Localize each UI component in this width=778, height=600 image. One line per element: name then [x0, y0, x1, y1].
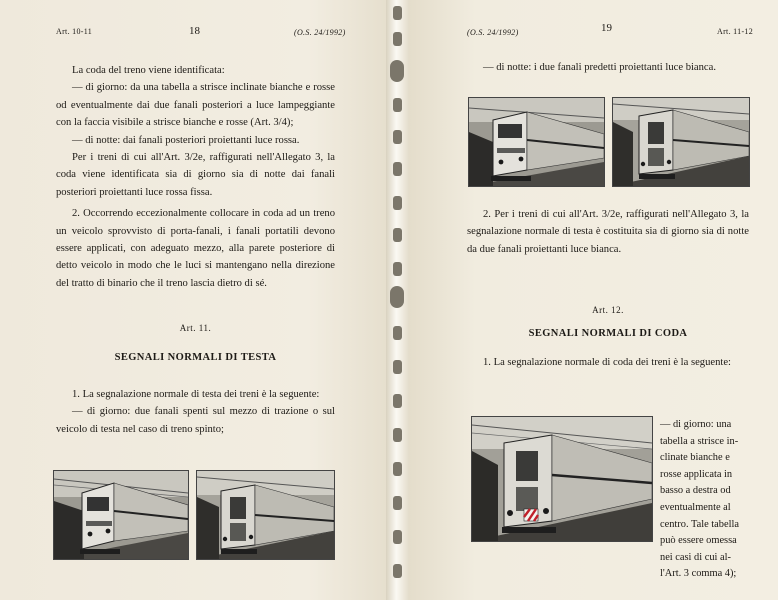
caption-line: basso a destra od [660, 485, 731, 497]
binding-hole [393, 262, 402, 276]
caption-line: clinate bianche e [660, 452, 730, 464]
right-header-article: Art. 11-12 [717, 27, 754, 36]
tail-board [524, 509, 538, 521]
caption-line: può essere omessa [660, 535, 737, 547]
caption-line: rosse applicata in [660, 468, 733, 480]
tail-signal-caption [660, 417, 752, 583]
binding-hole [393, 130, 402, 144]
binding-hole [393, 32, 402, 46]
locomotive-front-photo [53, 470, 189, 560]
binding-hole [393, 428, 402, 442]
left-body-text [56, 62, 335, 292]
right-page-number: 19 [601, 22, 612, 34]
binding-hole [390, 60, 404, 82]
paragraph: 2. Occorrendo eccezionalmente collocare in coda ad un treno un veicolo sprovvisto di porta-fanali, i fanali portatili devono essere applicati, con adeguato mezzo, alla parete posteriore di detto veicolo in modo che le luci si mantengano nella direzione del tratto di binario che il treno lascia dietro di sé. [56, 208, 335, 289]
article-12-tag: Art. 12. [592, 305, 624, 315]
binding-hole [390, 286, 404, 308]
binding-hole [393, 462, 402, 476]
paragraph: 1. La segnalazione normale di testa dei treni è la seguente: [72, 389, 320, 400]
right-intro-text [467, 59, 749, 76]
article-11-tag: Art. 11. [179, 323, 212, 333]
article-11-title: SEGNALI NORMALI DI TESTA [114, 352, 277, 363]
binding-hole [393, 326, 402, 340]
left-header-article: Art. 10-11 [56, 27, 93, 36]
paragraph: 2. Per i treni di cui all'Art. 3/2e, raffigurati nell'Allegato 3, la segnalazione normale di testa è costituita sia di giorno sia di notte da due fanali proiettanti luce bianca. [467, 209, 749, 255]
left-header-ordinance: (O.S. 24/1992) [294, 28, 346, 37]
binding-hole [393, 564, 402, 578]
left-page-number: 18 [189, 25, 200, 37]
coach-rear-with-tail-board-photo [471, 416, 653, 542]
paragraph: — di notte: dai fanali posteriori proiettanti luce rossa. [72, 134, 300, 146]
binding-hole [393, 196, 402, 210]
binding-hole [393, 496, 402, 510]
binding-hole [393, 6, 402, 20]
paragraph: 1. La segnalazione normale di coda dei treni è la seguente: [483, 357, 731, 368]
caption-line: — di giorno: una [660, 419, 732, 430]
coach-rear-photo [612, 97, 750, 187]
caption-line: l'Art. 3 comma 4); [660, 568, 737, 580]
binding-hole [393, 394, 402, 408]
right-header-ordinance: (O.S. 24/1992) [467, 28, 519, 37]
caption-line: centro. Tale tabella [660, 518, 739, 530]
article-12-title: SEGNALI NORMALI DI CODA [528, 328, 688, 339]
binding-hole [393, 98, 402, 112]
article-11-text [56, 386, 335, 438]
caption-line: tabella a strisce in- [660, 435, 739, 447]
article-12-text [467, 354, 749, 371]
paragraph: — di notte: i due fanali predetti proiettanti luce bianca. [483, 62, 716, 73]
paragraph: La coda del treno viene identificata: [72, 65, 225, 76]
right-page [409, 0, 778, 600]
binding-hole [393, 228, 402, 242]
paragraph: Per i treni di cui all'Art. 3/2e, raffigurati nell'Allegato 3, la coda viene identificata sia di giorno sia di notte dai fanali posteriori proiettanti luce rossa fissa. [56, 152, 335, 198]
caption-line: nei casi di cui al- [660, 551, 731, 563]
paragraph: — di giorno: da una tabella a strisce inclinate bianche e rosse od eventualmente dai due fanali posteriori a luce lampeggiante con la faccia visibile a strisce bianche e rosse (Art. 3/4); [56, 82, 335, 129]
coach-rear-photo [196, 470, 335, 560]
locomotive-front-photo [468, 97, 605, 187]
caption-line: eventualmente al [660, 501, 731, 513]
binding-hole [393, 360, 402, 374]
binding-gutter [386, 0, 409, 600]
binding-hole [393, 530, 402, 544]
left-page [0, 0, 386, 600]
right-body-text [467, 206, 749, 258]
paragraph: — di giorno: due fanali spenti sul mezzo di trazione o sul veicolo di testa nel caso di treno spinto; [56, 406, 335, 435]
binding-hole [393, 162, 402, 176]
